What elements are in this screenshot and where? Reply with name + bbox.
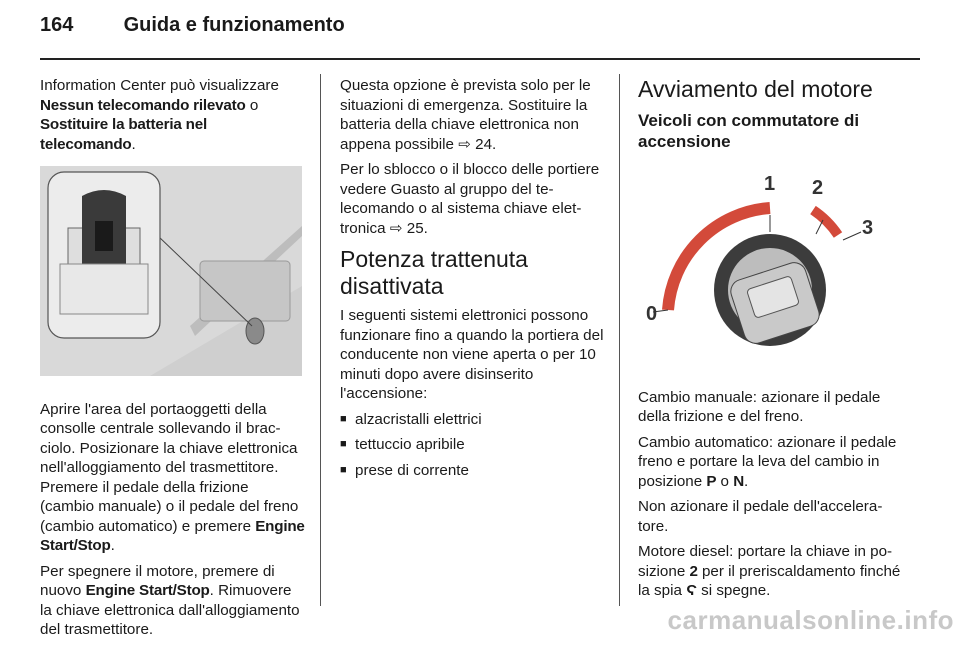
list-item: ■ prese di corrente (340, 461, 604, 481)
header-rule (40, 58, 920, 60)
list-item: ■ alzacristalli elettrici (340, 410, 604, 430)
column-divider (320, 74, 321, 606)
page-number: 164 (40, 14, 74, 36)
position-label: 3 (862, 217, 874, 239)
paragraph: Per spegnere il motore, premere di nuovo Engine Start/Stop. Rimuovere la chiave elettronica dall'alloggiamento del trasmettitore. (40, 562, 300, 638)
watermark: carmanualsonline.info (667, 605, 954, 635)
paragraph: Questa opzione è prevista solo per le situazioni di emergenza. Sostituire la batteria della chiave elettronica non appena possibile ⇨ 24. (340, 77, 591, 153)
paragraph: Information Center può visualizzare Nessun telecomando rilevato o Sostituire la batteria nel telecomando. (40, 77, 279, 153)
column-3 (638, 76, 906, 607)
column-divider (619, 74, 620, 606)
bullet-list (340, 410, 604, 481)
key-slot-illustration (40, 166, 302, 376)
paragraph: Aprire l'area del portaoggetti della consolle centrale sollevando il bracciolo. Posizionare la chiave elettronica nell'alloggiamento del trasmettitore. Premere il pedale della frizione (cambio manuale) o il pedale del freno (cambio automatico) e premere Engine Start/Stop. (40, 400, 305, 554)
page-reference: ⇨ 25. (389, 219, 428, 237)
column-2 (340, 76, 604, 486)
paragraph: Motore diesel: portare la chiave in posizione 2 per il preriscaldamento finché la spia Ϛ si spegne. (638, 543, 901, 599)
ignition-diagram (638, 160, 900, 372)
paragraph: Cambio manuale: azionare il pedale della frizione e del freno. (638, 388, 881, 425)
paragraph: I seguenti sistemi elettronici possono funzionare fino a quando la portiera del conducente non viene aperta o per 10 minuti dopo avere disinserito l'accensione: (340, 307, 604, 402)
page-reference: ⇨ 24. (458, 135, 497, 153)
paragraph: Per lo sblocco o il blocco delle portiere vedere Guasto al gruppo del telecomando o al sistema chiave elettronica ⇨ 25. (340, 161, 600, 237)
position-label: 1 (764, 173, 776, 195)
page-header (40, 14, 345, 37)
position-label: 2 (812, 177, 824, 199)
paragraph: Cambio automatico: azionare il pedale freno e portare la leva del cambio in posizione P o N. (638, 433, 897, 490)
subsection-heading: Veicoli con commutatore di accensione (638, 111, 860, 151)
paragraph: Non azionare il pedale dell'acceleratore. (638, 498, 883, 535)
page-title: Guida e funzionamento (123, 14, 345, 36)
column-1 (40, 76, 305, 646)
glow-plug-icon: Ϛ (686, 582, 697, 599)
position-label: 0 (646, 303, 658, 325)
section-heading: Avviamento del motore (638, 76, 873, 102)
section-heading: Potenza trattenuta disattivata (340, 246, 528, 299)
list-item: ■ tettuccio apribile (340, 435, 604, 455)
